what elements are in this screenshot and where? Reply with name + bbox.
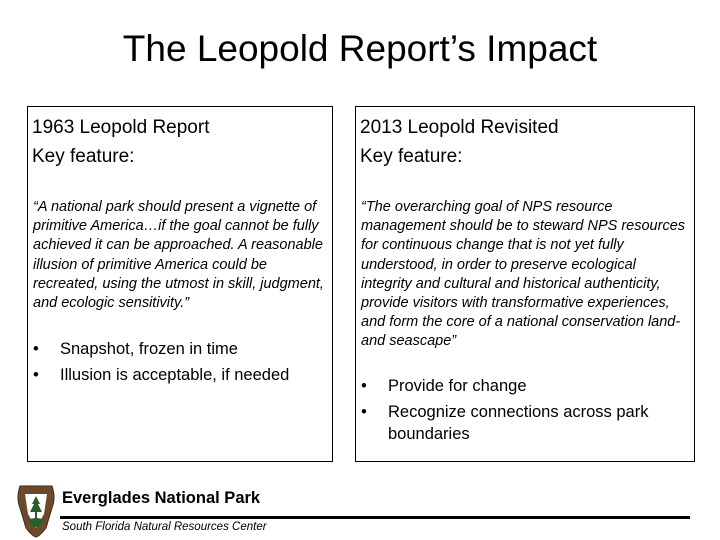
- report-1963-box: [27, 106, 333, 462]
- feature-bullets: [28, 336, 332, 388]
- box-heading-feature: Key feature:: [360, 146, 463, 167]
- box-heading-feature: Key feature:: [32, 146, 135, 167]
- bullet-text: Snapshot, frozen in time: [60, 340, 238, 359]
- bullet-icon: •: [33, 366, 39, 385]
- bullet-item: [28, 336, 332, 362]
- feature-bullets: [356, 375, 694, 445]
- center-name: South Florida Natural Resources Center: [62, 521, 267, 533]
- nps-arrowhead-icon: [16, 484, 56, 538]
- footer-divider: [60, 516, 690, 519]
- report-quote: “A national park should present a vignette of primitive America…if the goal cannot be fully achieved it can be approached. A reasonable illusion of primitive America could be recreated, using the utmost in skill, judgment, and ecologic sensitivity.”: [33, 199, 324, 312]
- bullet-item: [28, 362, 332, 388]
- bullet-item: [356, 375, 694, 397]
- bullet-text: Recognize connections across park boundaries: [388, 402, 649, 443]
- report-quote: “The overarching goal of NPS resource management should be to steward NPS resources for continuous change that is not yet fully understood, in order to preserve ecological integrity and cultural and historical authenticity, provide visitors with transformative experiences, and form the core of a national conservation land- and seascape”: [361, 199, 686, 350]
- bullet-text: Illusion is acceptable, if needed: [60, 366, 290, 385]
- box-heading-year: 2013 Leopold Revisited: [360, 117, 559, 138]
- bullet-icon: •: [33, 340, 39, 359]
- bullet-icon: •: [361, 402, 367, 421]
- park-name: Everglades National Park: [62, 489, 261, 507]
- bullet-icon: •: [361, 376, 367, 395]
- bullet-text: Provide for change: [388, 376, 527, 395]
- slide-title: The Leopold Report’s Impact: [122, 28, 598, 69]
- bullet-item: [356, 401, 694, 445]
- report-2013-box: [355, 106, 695, 462]
- box-heading-year: 1963 Leopold Report: [32, 117, 210, 138]
